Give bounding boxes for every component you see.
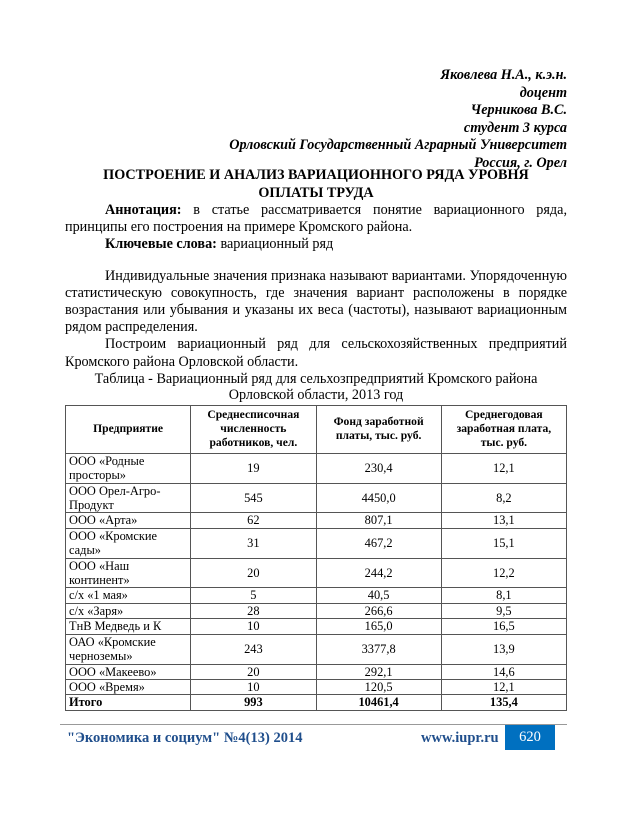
cell-enterprise: с/х «Заря»: [66, 603, 191, 618]
cell-enterprise: ООО «Макеево»: [66, 664, 191, 679]
table-total-row: [66, 695, 567, 710]
author-block: [229, 67, 567, 173]
cell-wage-fund: 120,5: [316, 679, 441, 694]
table-header-row: [66, 405, 567, 453]
affiliation: Орловский Государственный Аграрный Университет: [229, 137, 567, 154]
cell-wage-fund: 266,6: [316, 603, 441, 618]
article-body: [65, 167, 567, 711]
cell-enterprise: ТнВ Медведь и К: [66, 619, 191, 634]
author-name-2: Черникова В.С.: [470, 102, 567, 119]
cell-headcount: 62: [191, 513, 316, 528]
caption-line-1: Таблица - Вариационный ряд для сельхозпредприятий Кромского района: [94, 370, 538, 387]
cell-headcount: 10: [191, 679, 316, 694]
cell-avg-wage: 13,1: [441, 513, 566, 528]
title-line-2: ОПЛАТЫ ТРУДА: [258, 184, 374, 201]
cell-avg-wage: 12,1: [441, 679, 566, 694]
cell-headcount: 20: [191, 558, 316, 588]
footer-site-link[interactable]: www.iupr.ru: [421, 730, 499, 746]
cell-avg-wage: 135,4: [441, 695, 566, 710]
cell-avg-wage: 16,5: [441, 619, 566, 634]
cell-wage-fund: 3377,8: [316, 634, 441, 664]
location: Россия, г. Орел: [474, 154, 567, 171]
table-row: [66, 619, 567, 634]
cell-wage-fund: 4450,0: [316, 483, 441, 513]
author-name-1: Яковлева Н.А., к.э.н.: [440, 67, 567, 83]
cell-avg-wage: 12,2: [441, 558, 566, 588]
cell-avg-wage: 12,1: [441, 453, 566, 483]
table-row: [66, 634, 567, 664]
table-row: [66, 588, 567, 603]
cell-enterprise: ООО Орел-Агро-Продукт: [66, 483, 191, 513]
caption-line-2: Орловской области, 2013 год: [228, 387, 404, 404]
cell-headcount: 19: [191, 453, 316, 483]
header-enterprise: Предприятие: [66, 405, 191, 453]
cell-wage-fund: 230,4: [316, 453, 441, 483]
cell-headcount: 28: [191, 603, 316, 618]
table-row: [66, 679, 567, 694]
cell-enterprise: ООО «Кромские сады»: [66, 528, 191, 558]
variation-table: [65, 405, 567, 711]
cell-wage-fund: 10461,4: [316, 695, 441, 710]
annotation-text: в статье рассматривается понятие вариационного ряда, принципы его построения на примере Кромского района.: [65, 202, 567, 236]
author-position-2: студент 3 курса: [463, 119, 567, 136]
paragraph-2: Построим вариационный ряд для сельскохозяйственных предприятий Кромского района Орловской области.: [65, 336, 567, 370]
cell-enterprise: с/х «1 мая»: [66, 588, 191, 603]
footer-divider: [60, 724, 567, 725]
cell-headcount: 20: [191, 664, 316, 679]
cell-avg-wage: 9,5: [441, 603, 566, 618]
cell-wage-fund: 244,2: [316, 558, 441, 588]
footer-journal: "Экономика и социум" №4(13) 2014: [67, 730, 303, 746]
cell-headcount: 10: [191, 619, 316, 634]
annotation-label: Аннотация:: [105, 202, 182, 218]
article-title: [65, 167, 567, 202]
table-caption: [65, 371, 567, 404]
cell-enterprise: ООО «Родные просторы»: [66, 453, 191, 483]
cell-wage-fund: 807,1: [316, 513, 441, 528]
page-number: 620: [505, 725, 555, 750]
author-position-1: доцент: [519, 84, 567, 101]
cell-headcount: 243: [191, 634, 316, 664]
cell-avg-wage: 13,9: [441, 634, 566, 664]
cell-headcount: 993: [191, 695, 316, 710]
annotation: [65, 202, 567, 236]
cell-avg-wage: 14,6: [441, 664, 566, 679]
table-row: [66, 528, 567, 558]
table-row: [66, 558, 567, 588]
cell-avg-wage: 15,1: [441, 528, 566, 558]
table-row: [66, 453, 567, 483]
cell-enterprise: ООО «Наш континент»: [66, 558, 191, 588]
cell-headcount: 545: [191, 483, 316, 513]
header-wage-fund: Фонд заработной платы, тыс. руб.: [316, 405, 441, 453]
cell-enterprise: ООО «Арта»: [66, 513, 191, 528]
paragraph-1: Индивидуальные значения признака называют вариантами. Упорядоченную статистическую совокупность, где значения вариант расположены в порядке возрастания или убывания и указаны их веса (частоты), называют вариационным рядом распределения.: [65, 267, 567, 336]
table-row: [66, 513, 567, 528]
cell-wage-fund: 165,0: [316, 619, 441, 634]
keywords-label: Ключевые слова:: [105, 236, 217, 253]
cell-enterprise: Итого: [66, 695, 191, 710]
cell-headcount: 5: [191, 588, 316, 603]
header-avg-wage: Среднегодовая заработная плата, тыс. руб.: [441, 405, 566, 453]
cell-avg-wage: 8,2: [441, 483, 566, 513]
cell-enterprise: ОАО «Кромские черноземы»: [66, 634, 191, 664]
table-row: [66, 603, 567, 618]
table-row: [66, 483, 567, 513]
cell-enterprise: ООО «Время»: [66, 679, 191, 694]
keywords: [65, 236, 567, 253]
cell-wage-fund: 467,2: [316, 528, 441, 558]
cell-headcount: 31: [191, 528, 316, 558]
cell-wage-fund: 292,1: [316, 664, 441, 679]
keywords-text: вариационный ряд: [216, 236, 334, 253]
cell-wage-fund: 40,5: [316, 588, 441, 603]
title-line-1: ПОСТРОЕНИЕ И АНАЛИЗ ВАРИАЦИОННОГО РЯДА УРОВНЯ: [103, 167, 529, 183]
header-headcount: Среднесписочная численность работников, чел.: [191, 405, 316, 453]
table-row: [66, 664, 567, 679]
cell-avg-wage: 8,1: [441, 588, 566, 603]
